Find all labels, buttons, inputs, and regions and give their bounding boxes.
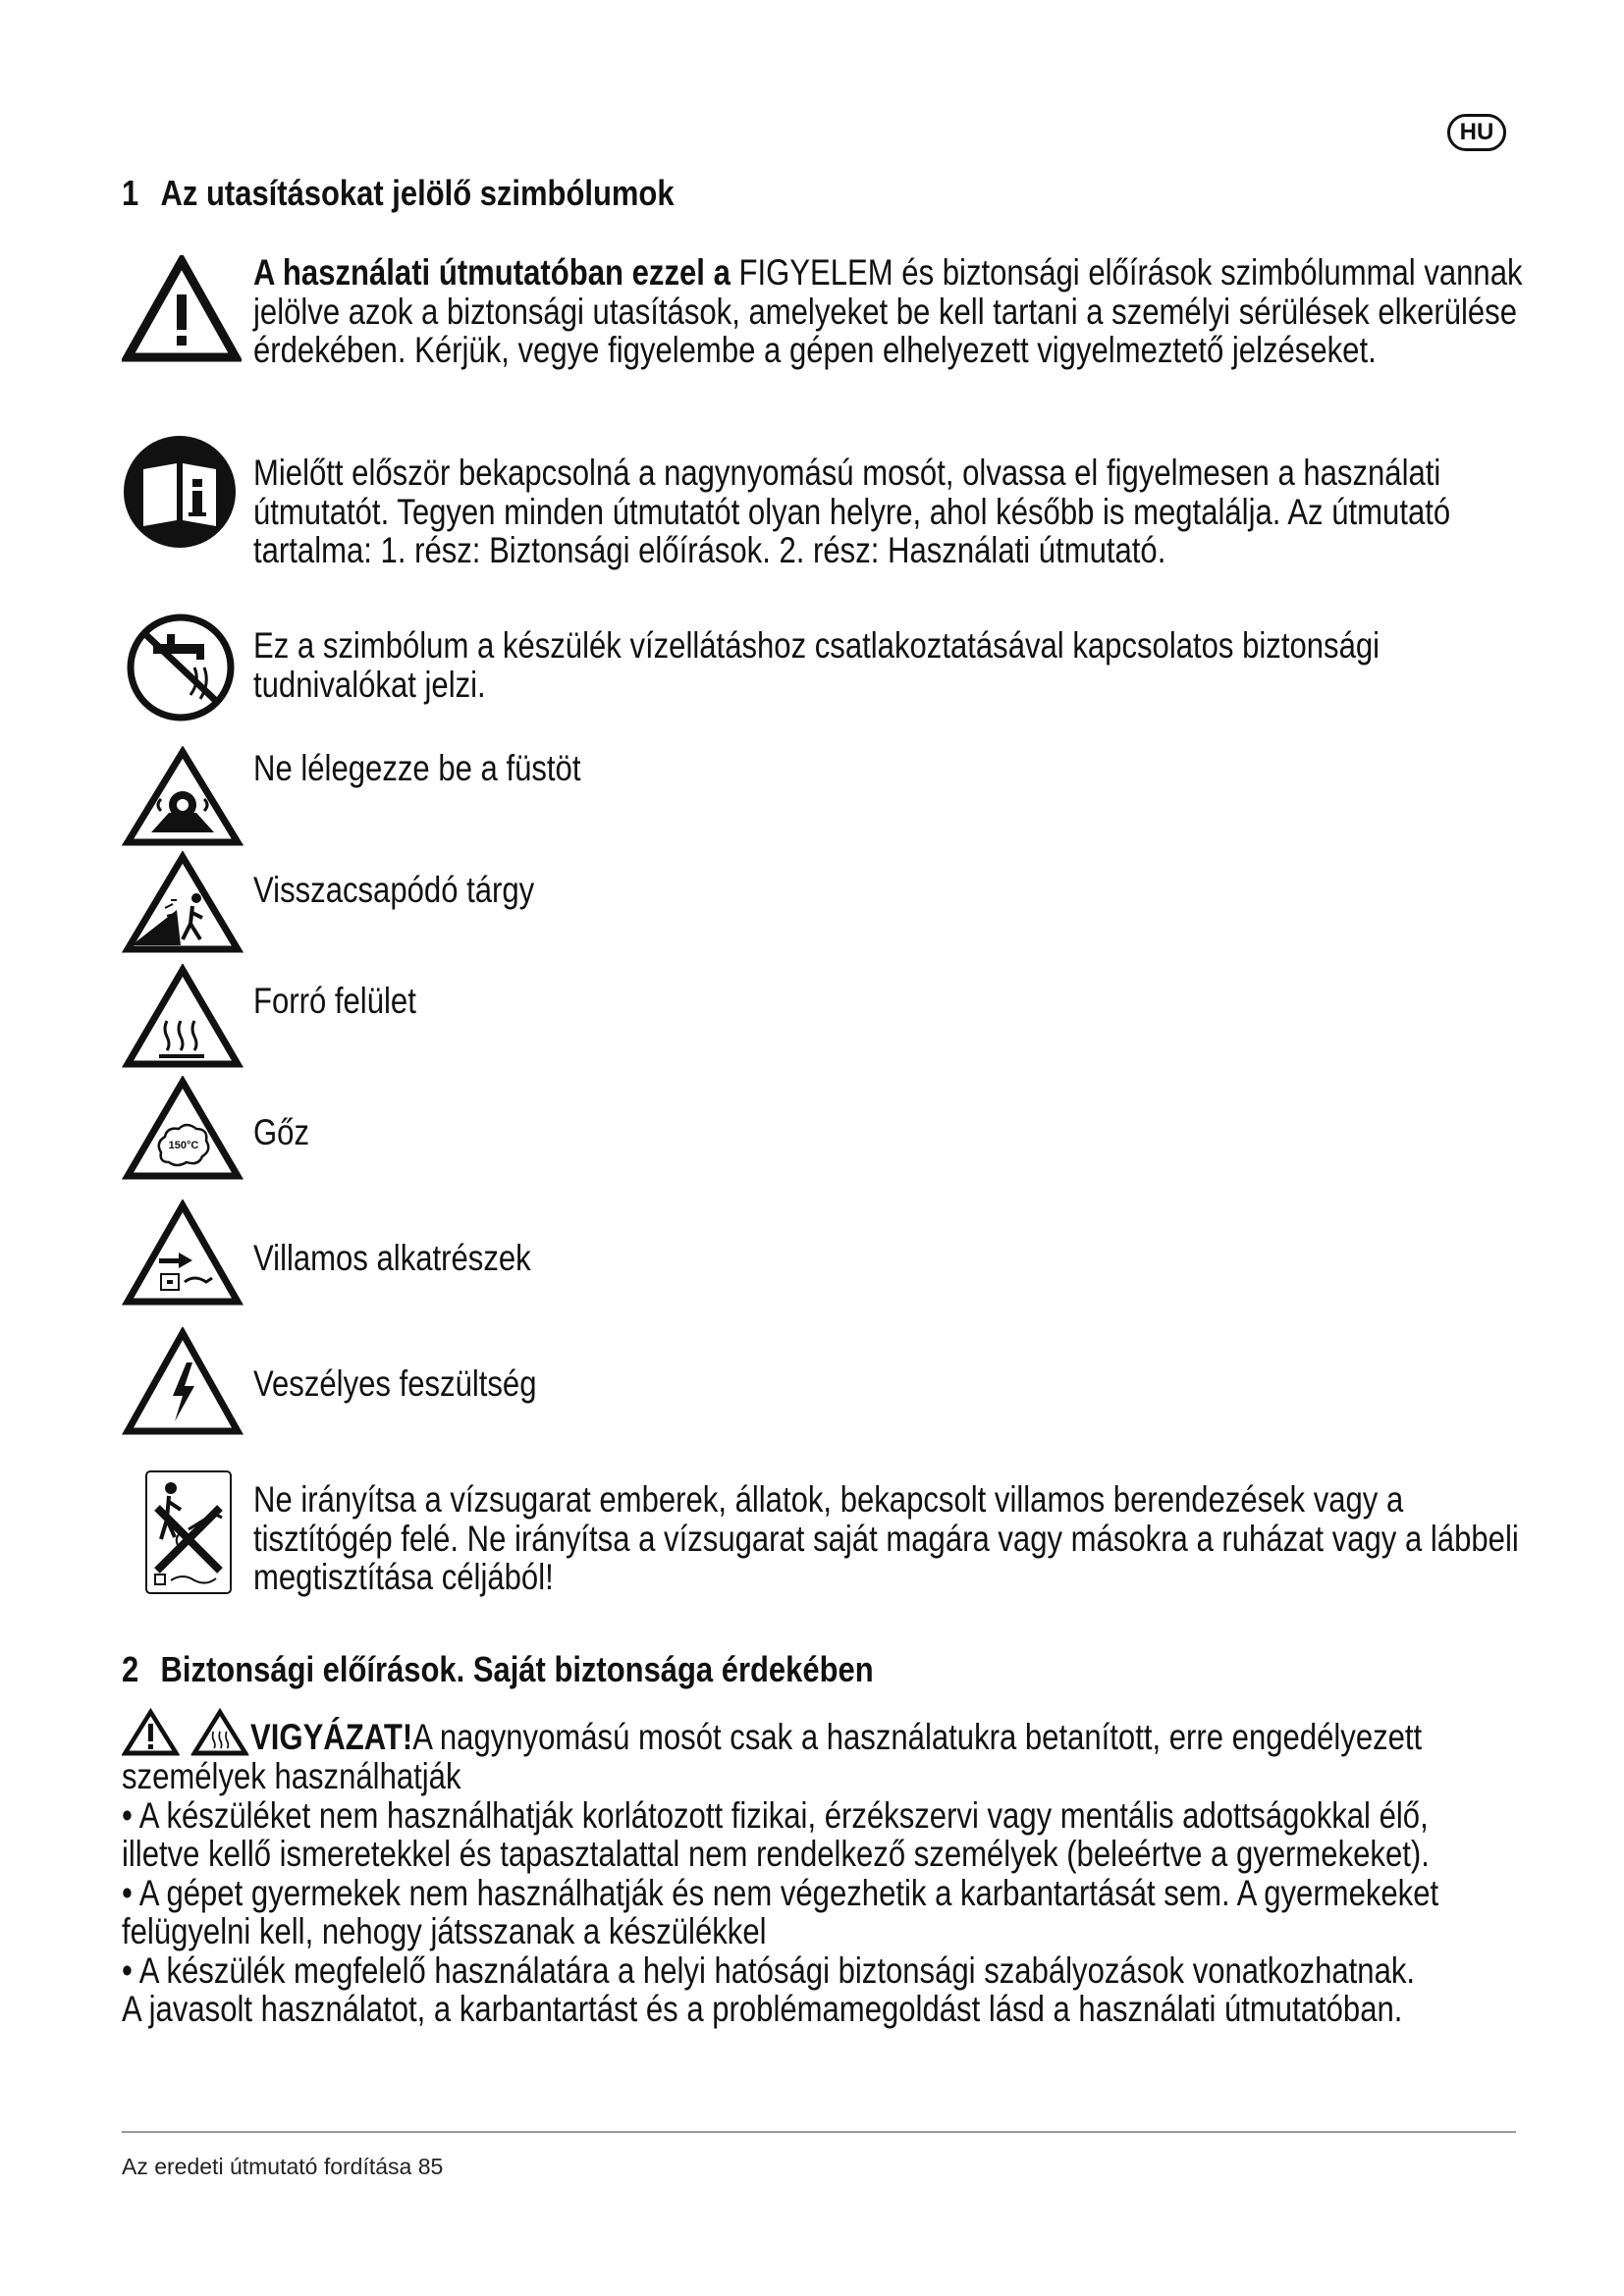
no-water-connection-icon — [122, 613, 242, 722]
warning-icons — [122, 1718, 250, 1757]
steam-icon — [122, 1076, 244, 1182]
symbol-text-body: FIGYELEM és biztonsági előírások szimbólummal vannak jelölve azok a biztonsági utasítások, amelyeket be kell tartani a személyi sérülések elkerülése érdekében. Kérjük, vegye figyelembe a gépen elhelyezett vigyelmeztető jelzéseket. — [253, 252, 1523, 370]
warning-text: A nagynyomású mosót csak a használatukra betanított, erre engedélyezett személyek használhatják — [122, 1717, 1423, 1796]
bullet-item: • A készülék megfelelő használatára a helyi hatósági biztonsági szabályozások vonatkozhatnak. — [122, 1949, 1416, 1991]
section-2-heading — [122, 1649, 874, 1690]
symbol-row-read-manual — [122, 454, 1516, 571]
section-2-number: 2 — [122, 1649, 139, 1689]
read-manual-icon — [122, 434, 238, 550]
symbol-row-water-connection — [122, 626, 1516, 715]
steam-icon-label: 150°C — [168, 1140, 199, 1151]
symbol-row-electrical-parts — [122, 1200, 1516, 1309]
warning-triangle-icon — [122, 255, 242, 363]
high-voltage-icon — [122, 1327, 244, 1437]
footer-text: Az eredeti útmutató fordítása 85 — [122, 2154, 444, 2179]
bullet-item: • A készüléket nem használhatják korlátozott fizikai, érzékszervi vagy mentális adottságokkal élő, illetve kellő ismeretekkel és tapasztalattal nem rendelkező személyek (beleértve a gyermekeket). — [122, 1794, 1430, 1874]
symbol-text: Villamos alkatrészek — [253, 1238, 531, 1278]
symbol-text: Ne lélegezze be a füstöt — [253, 748, 581, 788]
warning-word: VIGYÁZAT! — [250, 1717, 413, 1757]
section-2-body — [122, 1718, 1490, 2029]
closing-text: A javasolt használatot, a karbantartást és a problémamegoldást lásd a használati útmutatóban. — [122, 1989, 1403, 2029]
section-1-title: Az utasításokat jelölő szimbólumok — [160, 173, 675, 213]
symbol-text: Ez a szimbólum a készülék vízellátáshoz csatlakoztatásával kapcsolatos biztonsági tudnivalókat jelzi. — [253, 625, 1380, 705]
symbol-text: Visszacsapódó tárgy — [253, 870, 535, 910]
symbol-text: Veszélyes feszültség — [253, 1363, 537, 1404]
symbol-row-no-spray — [122, 1479, 1519, 1612]
hot-surface-icon — [122, 964, 244, 1070]
fumes-icon — [122, 746, 244, 846]
section-2-title: Biztonsági előírások. Saját biztonsága érdekében — [160, 1649, 874, 1689]
electrical-parts-icon — [122, 1200, 244, 1308]
symbol-text: Forró felület — [253, 981, 416, 1021]
bullet-item: • A gépet gyermekek nem használhatják és nem végezhetik a karbantartását sem. A gyermekeket felügyelni kell, nehogy játsszanak a készülékkel — [122, 1872, 1439, 1951]
symbol-text-bold: A használati útmutatóban ezzel a — [253, 252, 731, 293]
symbol-row-steam — [122, 1076, 1516, 1186]
symbol-row-fumes — [122, 746, 1516, 844]
symbol-row-rebound — [122, 851, 1516, 959]
footer-divider — [122, 2131, 1516, 2133]
symbol-text: Mielőtt először bekapcsolná a nagynyomású mosót, olvassa el figyelmesen a használati útmutatót. Tegyen minden útmutatót olyan helyre, ahol később is megtalálja. Az útmutató tartalma: 1. rész: Biztonsági előírások. 2. rész: Használati útmutató. — [253, 453, 1451, 570]
section-1-number: 1 — [122, 173, 139, 213]
symbol-row-warning — [122, 252, 1523, 410]
no-spray-people-icon — [143, 1468, 251, 1598]
symbol-text: Gőz — [253, 1112, 310, 1152]
section-1-heading — [122, 173, 675, 214]
hot-surface-small-icon — [191, 1708, 249, 1757]
symbol-text — [253, 253, 1548, 370]
symbol-row-high-voltage — [122, 1327, 1516, 1437]
warning-triangle-small-icon — [122, 1708, 180, 1757]
symbol-row-hot-surface — [122, 964, 1516, 1070]
symbol-text: Ne irányítsa a vízsugarat emberek, állatok, bekapcsolt villamos berendezések vagy a tisztítógép felé. Ne irányítsa a vízsugarat saját magára vagy másokra a ruházat vagy a lábbeli megtisztítása céljából! — [253, 1479, 1519, 1597]
language-badge: HU — [1447, 114, 1506, 151]
steam-icon-wrap — [122, 1076, 244, 1182]
rebound-object-icon — [122, 851, 244, 955]
warning-paragraph — [122, 1718, 1490, 1796]
